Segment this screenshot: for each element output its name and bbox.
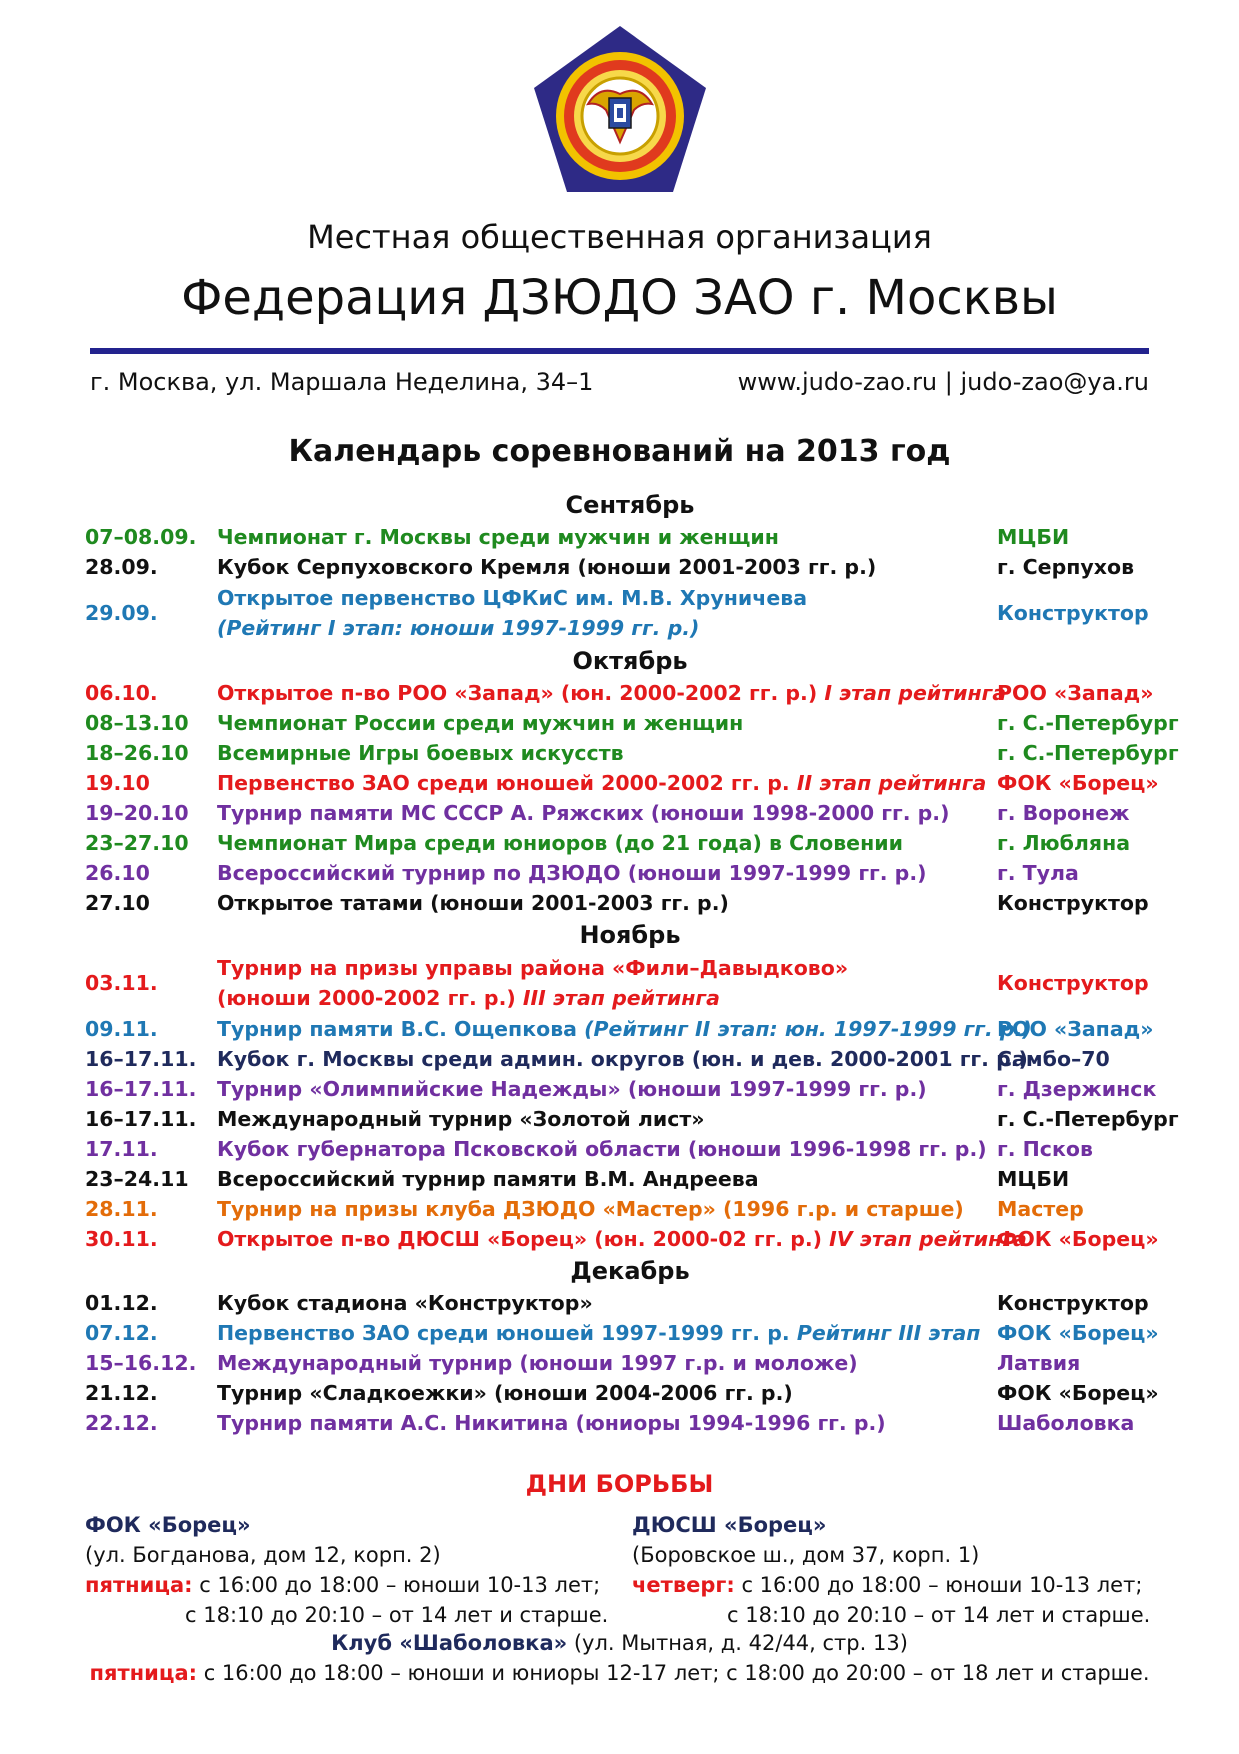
event-date: 06.10. bbox=[85, 681, 158, 705]
month-heading: Ноябрь bbox=[579, 921, 681, 949]
event-date: 15–16.12. bbox=[85, 1351, 197, 1375]
event-date: 08–13.10 bbox=[85, 711, 189, 735]
event-title-text: Чемпионат Мира среди юниоров (до 21 года) в Словении bbox=[217, 831, 903, 855]
event-rating-note: IV этап рейтинга bbox=[829, 1227, 1027, 1251]
event-title bbox=[217, 1164, 997, 1194]
org-address: г. Москва, ул. Маршала Неделина, 34–1 bbox=[90, 368, 594, 396]
event-date: 16–17.11. bbox=[85, 1077, 197, 1101]
venue-address: (Боровское ш., дом 37, корп. 1) bbox=[632, 1543, 980, 1567]
events-calendar bbox=[85, 488, 1179, 1438]
event-title bbox=[217, 678, 1007, 708]
event-place: ФОК «Борец» bbox=[997, 1381, 1159, 1405]
event-title bbox=[217, 738, 997, 768]
event-date: 27.10 bbox=[85, 891, 150, 915]
event-title-text: (юноши 2000-2002 гг. р.) bbox=[217, 986, 523, 1010]
training-venue-dyussh bbox=[632, 1510, 1150, 1630]
org-title: Федерация ДЗЮДО ЗАО г. Москвы bbox=[181, 270, 1058, 326]
event-row bbox=[85, 1408, 1175, 1438]
event-rating-note: III этап рейтинга bbox=[522, 986, 720, 1010]
event-title bbox=[217, 768, 997, 798]
event-date: 09.11. bbox=[85, 1017, 158, 1041]
event-place: Шаболовка bbox=[997, 1411, 1135, 1435]
training-time: с 16:00 до 18:00 – юноши 10-13 лет; bbox=[192, 1573, 601, 1597]
event-title bbox=[217, 1104, 997, 1134]
venue-name: ФОК «Борец» bbox=[85, 1513, 251, 1537]
event-title bbox=[217, 858, 997, 888]
event-date: 07–08.09. bbox=[85, 525, 197, 549]
event-date: 19.10 bbox=[85, 771, 150, 795]
event-title-text: Чемпионат г. Москвы среди мужчин и женщин bbox=[217, 525, 779, 549]
event-row bbox=[85, 1134, 1175, 1164]
event-row bbox=[85, 1348, 1175, 1378]
training-day-label: пятница: bbox=[89, 1661, 198, 1685]
training-time: с 18:10 до 20:10 – от 14 лет и старше. bbox=[727, 1603, 1151, 1627]
event-title-text: Международный турнир «Золотой лист» bbox=[217, 1107, 705, 1131]
event-date: 21.12. bbox=[85, 1381, 158, 1405]
event-title bbox=[217, 522, 997, 552]
event-row bbox=[85, 582, 1175, 644]
event-title bbox=[217, 1378, 997, 1408]
event-date: 23–24.11 bbox=[85, 1167, 189, 1191]
event-place: г. С.-Петербург bbox=[997, 711, 1179, 735]
event-title bbox=[217, 888, 997, 918]
venue-address: (ул. Богданова, дом 12, корп. 2) bbox=[85, 1543, 441, 1567]
event-title-text: Турнир памяти МС СССР А. Ряжских (юноши 1998-2000 гг. р.) bbox=[217, 801, 950, 825]
event-title bbox=[217, 1408, 997, 1438]
training-venue-shabolovka bbox=[0, 1628, 1239, 1688]
training-day-label: пятница: bbox=[85, 1573, 193, 1597]
event-title bbox=[217, 1318, 997, 1348]
event-place: Конструктор bbox=[997, 601, 1149, 625]
event-title bbox=[217, 1348, 997, 1378]
event-row bbox=[85, 858, 1175, 888]
event-place: г. Воронеж bbox=[997, 801, 1130, 825]
event-date: 22.12. bbox=[85, 1411, 158, 1435]
event-row bbox=[85, 678, 1175, 708]
federation-logo bbox=[530, 24, 710, 196]
month-heading: Октябрь bbox=[572, 647, 688, 675]
event-title bbox=[217, 708, 997, 738]
venue-name: ДЮСШ «Борец» bbox=[632, 1513, 827, 1537]
event-date: 07.12. bbox=[85, 1321, 158, 1345]
event-place: г. С.-Петербург bbox=[997, 1107, 1179, 1131]
event-date: 18–26.10 bbox=[85, 741, 189, 765]
event-title-text: Чемпионат России среди мужчин и женщин bbox=[217, 711, 744, 735]
event-place: г. Любляна bbox=[997, 831, 1131, 855]
event-place: г. Псков bbox=[997, 1137, 1093, 1161]
venue-name: Клуб «Шаболовка» bbox=[331, 1631, 568, 1655]
training-time: с 18:10 до 20:10 – от 14 лет и старше. bbox=[185, 1603, 609, 1627]
event-row bbox=[85, 1378, 1175, 1408]
event-row bbox=[85, 1074, 1175, 1104]
event-row bbox=[85, 738, 1179, 768]
event-place: г. Дзержинск bbox=[997, 1077, 1157, 1101]
event-date: 28.11. bbox=[85, 1197, 158, 1221]
event-date: 16–17.11. bbox=[85, 1047, 197, 1071]
event-date: 28.09. bbox=[85, 555, 158, 579]
event-place: Самбо–70 bbox=[997, 1047, 1110, 1071]
event-title-text: Турнир «Олимпийские Надежды» (юноши 1997-1999 гг. р.) bbox=[217, 1077, 927, 1101]
event-place: Конструктор bbox=[997, 891, 1149, 915]
event-row bbox=[85, 708, 1179, 738]
event-title bbox=[217, 1074, 997, 1104]
event-row bbox=[85, 888, 1175, 918]
venue-address: (ул. Мытная, д. 42/44, стр. 13) bbox=[567, 1631, 908, 1655]
event-row bbox=[85, 1318, 1175, 1348]
event-title-text: Всероссийский турнир памяти В.М. Андреева bbox=[217, 1167, 759, 1191]
event-row bbox=[85, 952, 1175, 1014]
event-title bbox=[217, 798, 997, 828]
event-place: Мастер bbox=[997, 1197, 1084, 1221]
event-rating-note: (Рейтинг I этап: юноши 1997-1999 гг. р.) bbox=[217, 616, 700, 640]
event-title bbox=[217, 1044, 1028, 1074]
event-row bbox=[85, 1044, 1175, 1074]
event-title bbox=[217, 1224, 1027, 1254]
event-place: ФОК «Борец» bbox=[997, 771, 1159, 795]
event-place: г. Тула bbox=[997, 861, 1079, 885]
event-place: МЦБИ bbox=[997, 1167, 1070, 1191]
event-date: 16–17.11. bbox=[85, 1107, 197, 1131]
event-title bbox=[217, 583, 997, 643]
event-title-text: Турнир «Сладкоежки» (юноши 2004-2006 гг. р.) bbox=[217, 1381, 793, 1405]
event-title bbox=[217, 1194, 997, 1224]
event-title bbox=[217, 552, 997, 582]
event-place: г. С.-Петербург bbox=[997, 741, 1179, 765]
event-date: 03.11. bbox=[85, 971, 158, 995]
event-title bbox=[217, 953, 997, 1013]
training-venue-fok bbox=[85, 1510, 608, 1630]
event-date: 30.11. bbox=[85, 1227, 158, 1251]
month-heading: Декабрь bbox=[570, 1257, 690, 1285]
event-title-text: Международный турнир (юноши 1997 г.р. и моложе) bbox=[217, 1351, 858, 1375]
event-title-text: Всероссийский турнир по ДЗЮДО (юноши 1997-1999 гг. р.) bbox=[217, 861, 927, 885]
event-title-text: Турнир памяти В.С. Ощепкова bbox=[217, 1017, 585, 1041]
event-row bbox=[85, 768, 1175, 798]
event-row bbox=[85, 1288, 1175, 1318]
event-rating-note: (Рейтинг II этап: юн. 1997-1999 гг. р.) bbox=[584, 1017, 1032, 1041]
event-row bbox=[85, 1194, 1175, 1224]
event-date: 17.11. bbox=[85, 1137, 158, 1161]
month-heading: Сентябрь bbox=[565, 491, 695, 519]
event-title-text: Открытое первенство ЦФКиС им. М.В. Хруничева bbox=[217, 586, 808, 610]
training-time: с 16:00 до 18:00 – юноши и юниоры 12-17 лет; с 18:00 до 20:00 – от 18 лет и старше. bbox=[197, 1661, 1150, 1685]
event-title-text: Открытое п-во ДЮСШ «Борец» (юн. 2000-02 гг. р.) bbox=[217, 1227, 830, 1251]
event-row bbox=[85, 1104, 1179, 1134]
event-title-text: Открытое татами (юноши 2001-2003 гг. р.) bbox=[217, 891, 729, 915]
event-place: Латвия bbox=[997, 1351, 1081, 1375]
contact-web-email[interactable]: www.judo-zao.ru | judo-zao@ya.ru bbox=[737, 368, 1149, 396]
event-title-text: Турнир на призы клуба ДЗЮДО «Мастер» (1996 г.р. и старше) bbox=[217, 1197, 964, 1221]
header-divider bbox=[90, 348, 1149, 354]
event-title-text: Кубок губернатора Псковской области (юноши 1996-1998 гг. р.) bbox=[217, 1137, 987, 1161]
event-title-text: Открытое п-во РОО «Запад» (юн. 2000-2002 гг. р.) bbox=[217, 681, 825, 705]
event-date: 29.09. bbox=[85, 601, 158, 625]
event-title bbox=[217, 1134, 997, 1164]
event-date: 19–20.10 bbox=[85, 801, 189, 825]
event-title-text: Кубок г. Москвы среди админ. округов (юн. и дев. 2000-2001 гг. р.) bbox=[217, 1047, 1028, 1071]
training-days-title: ДНИ БОРЬБЫ bbox=[525, 1470, 714, 1498]
event-row bbox=[85, 798, 1175, 828]
event-title bbox=[217, 1288, 997, 1318]
event-row bbox=[85, 1014, 1175, 1044]
event-date: 26.10 bbox=[85, 861, 150, 885]
event-place: г. Серпухов bbox=[997, 555, 1135, 579]
event-title-text: Турнир на призы управы района «Фили–Давыдково» bbox=[217, 956, 849, 980]
event-row bbox=[85, 552, 1175, 582]
event-rating-note: Рейтинг III этап bbox=[796, 1321, 981, 1345]
event-row bbox=[85, 522, 1175, 552]
event-place: МЦБИ bbox=[997, 525, 1070, 549]
event-date: 01.12. bbox=[85, 1291, 158, 1315]
event-title-text: Кубок стадиона «Конструктор» bbox=[217, 1291, 593, 1315]
event-rating-note: II этап рейтинга bbox=[796, 771, 987, 795]
event-place: Конструктор bbox=[997, 1291, 1149, 1315]
event-title bbox=[217, 1014, 1032, 1044]
calendar-title: Календарь соревнований на 2013 год bbox=[288, 434, 951, 469]
event-place: Конструктор bbox=[997, 971, 1149, 995]
event-title-text: Всемирные Игры боевых искусств bbox=[217, 741, 624, 765]
event-row bbox=[85, 1164, 1175, 1194]
event-place: РОО «Запад» bbox=[997, 1017, 1154, 1041]
event-title bbox=[217, 828, 997, 858]
event-title-text: Первенство ЗАО среди юношей 1997-1999 гг. р. bbox=[217, 1321, 797, 1345]
event-title-text: Первенство ЗАО среди юношей 2000-2002 гг. р. bbox=[217, 771, 797, 795]
training-time: с 16:00 до 18:00 – юноши 10-13 лет; bbox=[734, 1573, 1143, 1597]
training-day-label: четверг: bbox=[632, 1573, 735, 1597]
event-date: 23–27.10 bbox=[85, 831, 189, 855]
event-place: ФОК «Борец» bbox=[997, 1321, 1159, 1345]
event-place: ФОК «Борец» bbox=[997, 1227, 1159, 1251]
event-row bbox=[85, 828, 1175, 858]
event-place: РОО «Запад» bbox=[997, 681, 1154, 705]
event-title-text: Турнир памяти А.С. Никитина (юниоры 1994-1996 гг. р.) bbox=[217, 1411, 886, 1435]
org-subtitle: Местная общественная организация bbox=[307, 218, 932, 256]
event-row bbox=[85, 1224, 1175, 1254]
event-title-text: Кубок Серпуховского Кремля (юноши 2001-2003 гг. р.) bbox=[217, 555, 877, 579]
event-rating-note: I этап рейтинга bbox=[824, 681, 1007, 705]
